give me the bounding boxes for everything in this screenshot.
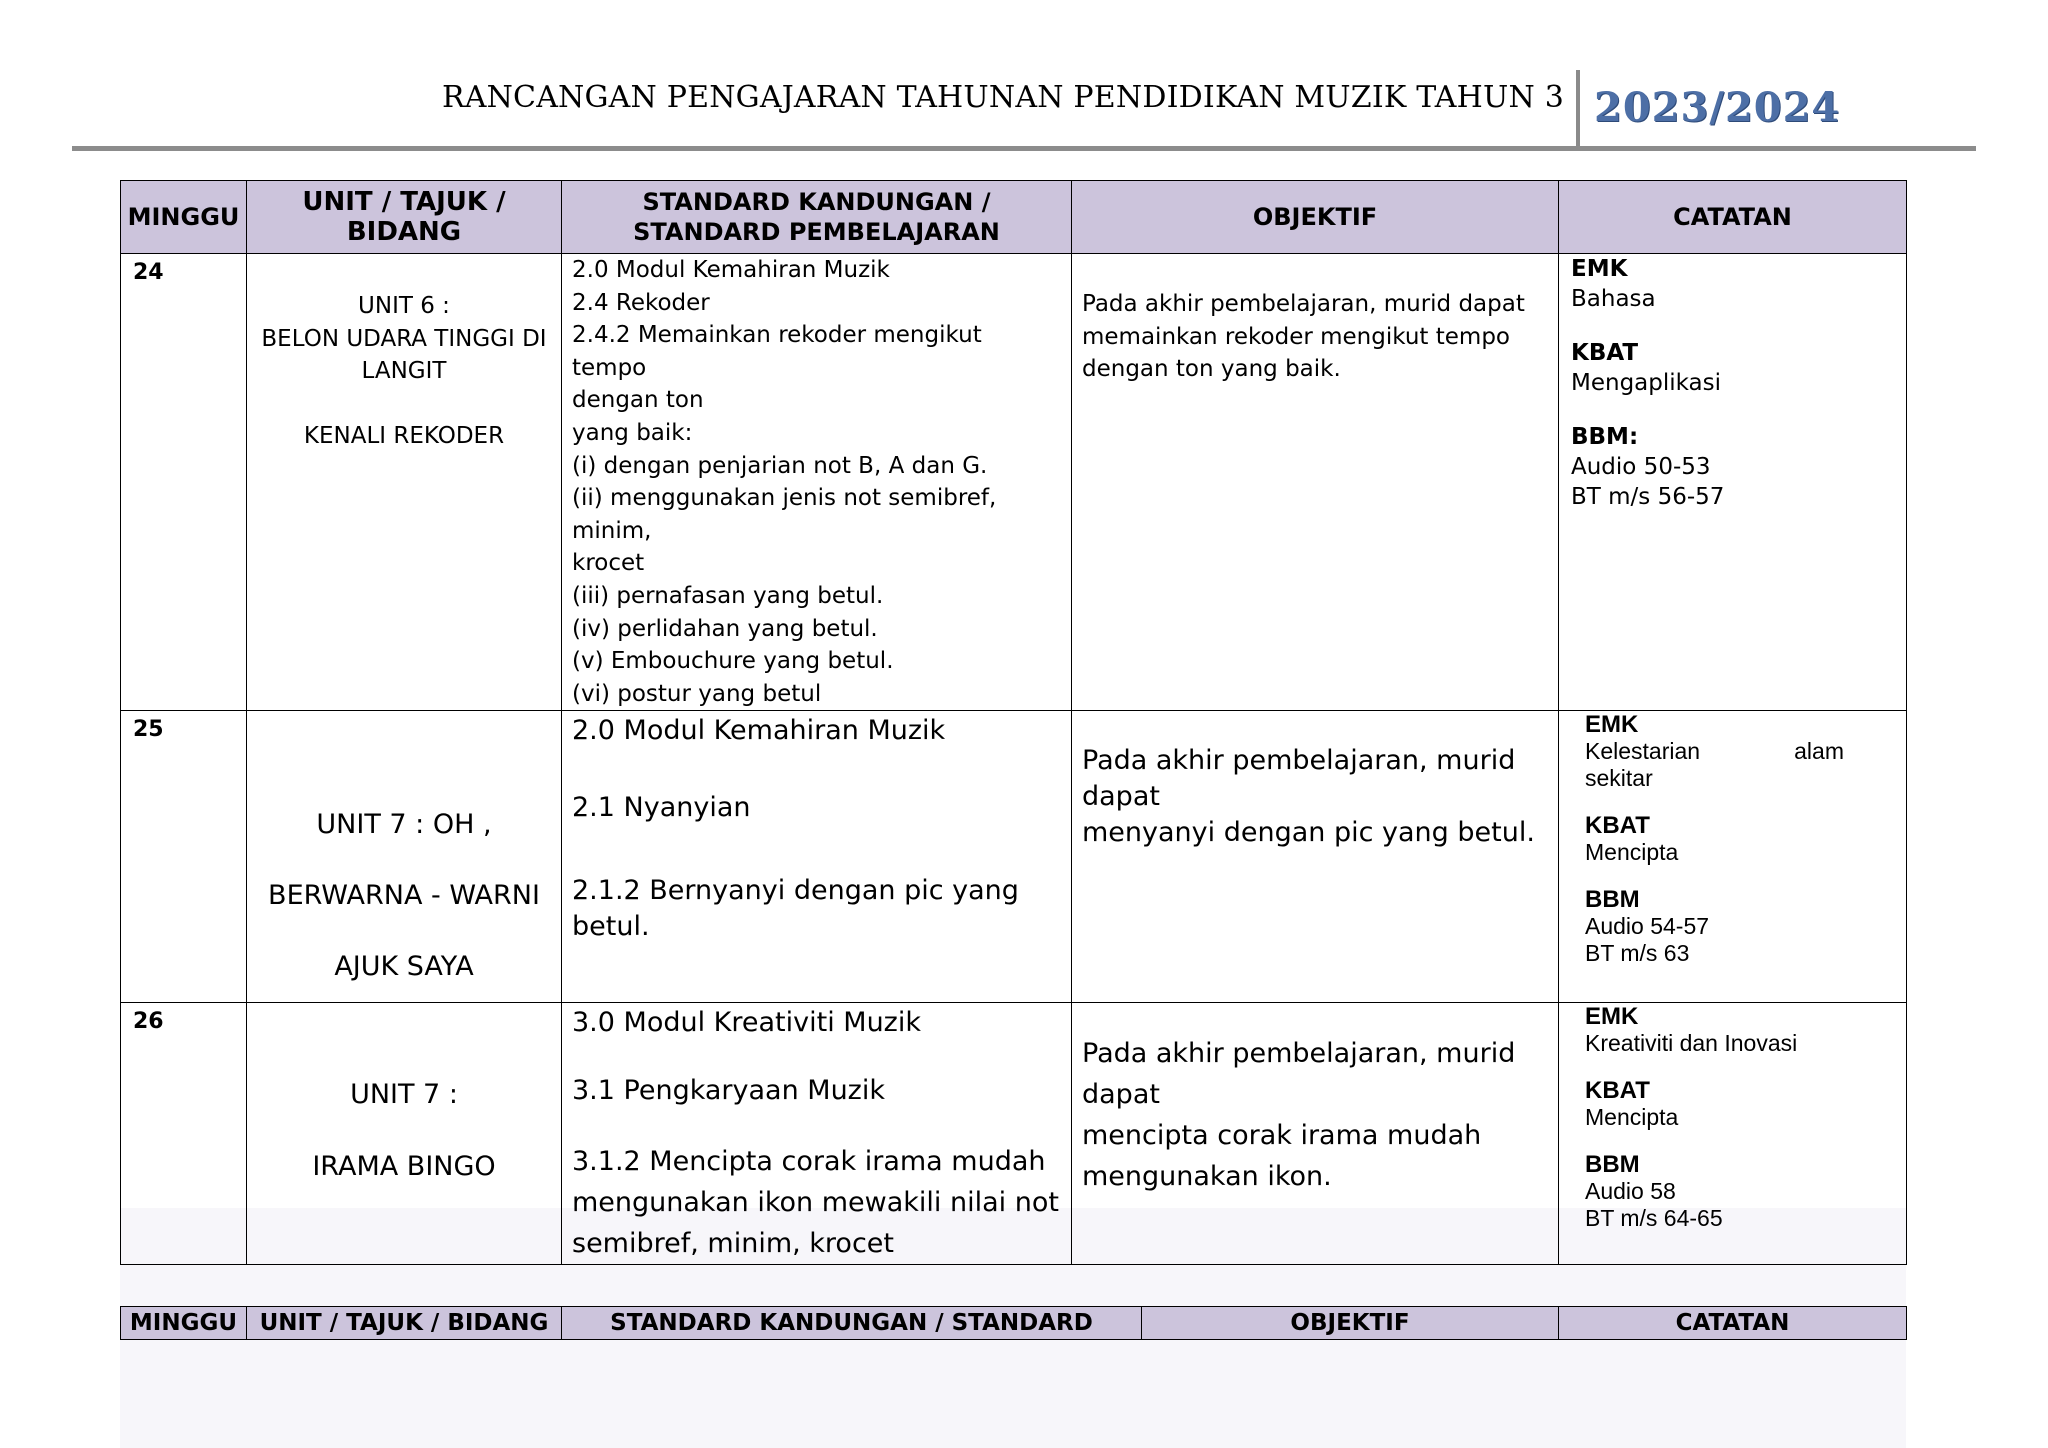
standard-line: 3.0 Modul Kreativiti Muzik [572,1007,921,1039]
col-header-standard: STANDARD KANDUNGAN / STANDARD [562,1307,1142,1340]
header-separator [1576,70,1580,148]
objective-cell [1072,254,1559,711]
standard-line: 2.0 Modul Kemahiran Muzik [572,257,890,283]
standard-line: 2.1.2 Bernyanyi dengan pic yang betul. [572,875,1019,943]
emk-value-part: Kelestarian [1585,738,1701,765]
col-header-unit: UNIT / TAJUK / BIDANG [247,181,562,254]
emk-label: EMK [1585,1003,1639,1031]
emk-value: Kreativiti dan Inovasi [1585,1030,1798,1057]
standard-line: (v) Embouchure yang betul. [572,648,894,675]
unit-line: LANGIT [361,358,447,385]
col-header-objektif: OBJEKTIF [1072,181,1559,254]
emk-label: EMK [1571,256,1628,282]
emk-value: Bahasa [1571,286,1656,312]
table-row-week-25 [121,711,1907,1003]
document-title: RANCANGAN PENGAJARAN TAHUNAN PENDIDIKAN MUZIK TAHUN 3 [441,80,1564,115]
kbat-label: KBAT [1585,812,1650,840]
week-number: 25 [121,711,247,1003]
objective-line: memainkan rekoder mengikut tempo [1082,323,1510,350]
bbm-label: BBM: [1571,424,1639,450]
notes-cell [1559,711,1907,1003]
standard-line: 2.4 Rekoder [572,289,710,316]
unit-line: UNIT 7 : OH , [316,809,492,841]
standard-line: (vi) postur yang betul [572,680,822,707]
objective-line: dengan ton yang baik. [1082,356,1341,383]
objective-line: mencipta corak irama mudah [1082,1120,1482,1152]
table-header-row [121,1307,1907,1340]
standard-line: 2.0 Modul Kemahiran Muzik [572,715,946,747]
col-header-minggu: MINGGU [121,1307,247,1340]
bbm-label: BBM [1585,886,1640,914]
col-header-catatan: CATATAN [1559,181,1907,254]
emk-value-row [1585,738,1894,765]
standard-cell [562,254,1072,711]
standard-line: 2.4.2 Memainkan rekoder mengikut tempo [572,322,982,381]
emk-label: EMK [1585,711,1639,739]
col-header-catatan: CATATAN [1559,1307,1907,1340]
standard-cell [562,1003,1072,1265]
unit-line: KENALI REKODER [303,423,505,450]
bbm-value: BT m/s 64-65 [1585,1205,1723,1232]
unit-cell [247,711,562,1003]
standard-line: (ii) menggunakan jenis not semibref, minim, [572,485,997,544]
standard-line: krocet [572,550,645,577]
standard-line: semibref, minim, krocet [572,1228,894,1260]
page-header [72,64,1976,152]
objective-line: Pada akhir pembelajaran, murid dapat [1082,1038,1516,1111]
objective-line: mengunakan ikon. [1082,1161,1332,1193]
objective-line: Pada akhir pembelajaran, murid dapat [1082,291,1525,317]
objective-cell [1072,1003,1559,1265]
unit-line: BERWARNA - WARNI [268,880,540,912]
standard-line: mengunakan ikon mewakili nilai not [572,1187,1059,1219]
kbat-value: Mencipta [1585,1104,1679,1131]
kbat-label: KBAT [1585,1077,1650,1105]
unit-line: IRAMA BINGO [312,1151,496,1183]
standard-line: (iv) perlidahan yang betul. [572,615,878,642]
table-row-week-24 [121,254,1907,711]
lesson-plan-table [120,180,1907,1265]
unit-line: AJUK SAYA [334,951,474,983]
unit-cell [247,254,562,711]
bbm-value: Audio 50-53 [1571,454,1711,480]
standard-line: yang baik: [572,419,693,446]
kbat-label: KBAT [1571,340,1639,366]
objective-line: menyanyi dengan pic yang betul. [1082,817,1535,849]
standard-line: (iii) pernafasan yang betul. [572,582,884,609]
kbat-value: Mengaplikasi [1571,370,1722,396]
bbm-value: BT m/s 63 [1585,940,1690,967]
objective-line: Pada akhir pembelajaran, murid dapat [1082,745,1516,813]
standard-line: 2.1 Nyanyian [572,792,751,824]
bbm-value: Audio 58 [1585,1178,1676,1205]
table-header-row [121,181,1907,254]
objective-cell [1072,711,1559,1003]
bbm-value: BT m/s 56-57 [1571,484,1725,510]
col-header-standard: STANDARD KANDUNGAN / STANDARD PEMBELAJARAN [562,181,1072,254]
col-header-minggu: MINGGU [121,181,247,254]
standard-cell [562,711,1072,1003]
unit-cell [247,1003,562,1265]
next-page-header-table [120,1306,1907,1340]
unit-line: UNIT 6 : [358,293,450,319]
standard-line: dengan ton [572,387,704,414]
bbm-value: Audio 54-57 [1585,913,1710,940]
unit-line: BELON UDARA TINGGI DI [261,325,547,352]
col-header-objektif: OBJEKTIF [1142,1307,1559,1340]
emk-value-part: alam [1794,738,1844,765]
week-number: 24 [121,254,247,711]
standard-line: 3.1.2 Mencipta corak irama mudah [572,1146,1046,1178]
week-number: 26 [121,1003,247,1265]
notes-cell [1559,1003,1907,1265]
unit-line-spacer [247,388,561,421]
header-rule [72,146,1976,151]
document-year: 2023/2024 [1594,84,1841,131]
standard-line: 3.1 Pengkaryaan Muzik [572,1075,885,1107]
notes-cell [1559,254,1907,711]
unit-line: UNIT 7 : [350,1079,458,1111]
bbm-label: BBM [1585,1151,1640,1179]
col-header-unit: UNIT / TAJUK / BIDANG [247,1307,562,1340]
table-row-week-26 [121,1003,1907,1265]
emk-value-part: sekitar [1585,765,1653,792]
standard-line: (i) dengan penjarian not B, A dan G. [572,452,988,479]
kbat-value: Mencipta [1585,839,1679,866]
